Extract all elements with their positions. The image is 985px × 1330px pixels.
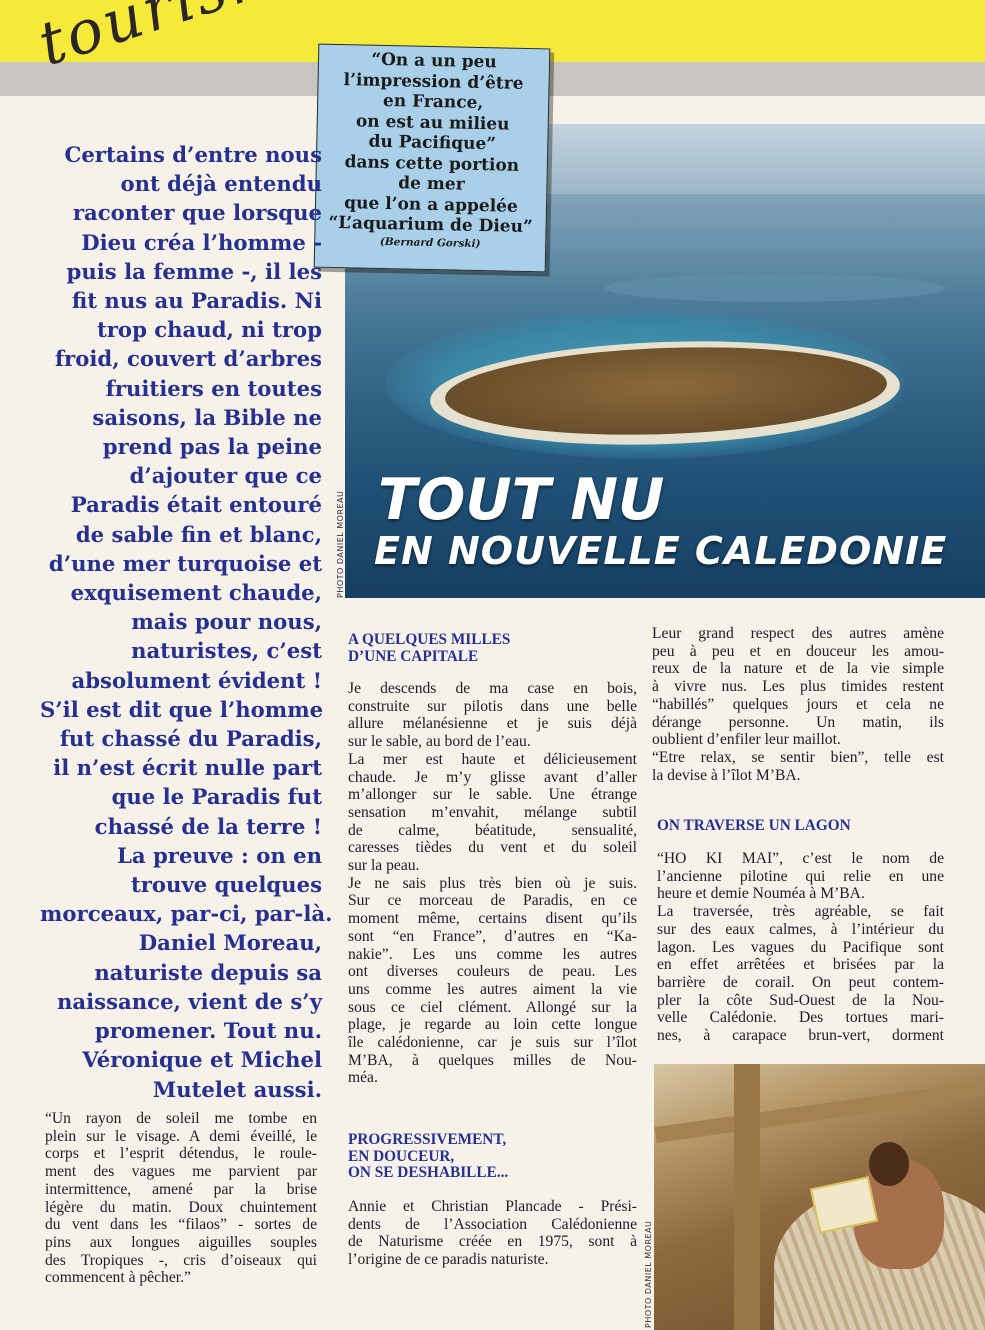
lead-line: exquisement chaude,	[70, 580, 322, 606]
body-line: heure et demie Nouméa à M’BA.	[657, 885, 865, 903]
body-line: de calme, béatitude, sensualité,	[348, 821, 637, 839]
body-line: barrière de corail. On peut contem-	[657, 973, 944, 991]
body-line: sous ce ciel clément. Allongé sur la	[348, 998, 637, 1016]
lead-line: naturistes, c’est	[131, 638, 322, 664]
lead-line: naissance, vient de s’y	[57, 988, 322, 1014]
pull-quote-box	[314, 44, 551, 273]
column-3-body-b	[657, 850, 944, 1045]
body-line: construite sur pilotis dans une belle	[348, 697, 637, 715]
lead-line: saisons, la Bible ne	[92, 404, 322, 430]
body-line: dérange personne. Un matin, ils	[652, 713, 944, 731]
body-line: ont diverses couleurs de peau. Les	[348, 963, 637, 981]
body-line: sont “en France”, d’autres en “Ka-	[348, 927, 637, 945]
subheading-line: A QUELQUES MILLES	[348, 631, 511, 648]
quote-line: on est au milieu	[355, 110, 510, 135]
lead-line: ont déjà entendu	[120, 171, 322, 197]
photo-wooden-post	[734, 1064, 760, 1330]
lead-line: il n’est écrit nulle part	[53, 755, 322, 781]
article-headline	[374, 467, 948, 573]
lead-line: S’il est dit que l’homme	[40, 696, 324, 722]
body-line: des Tropiques -, cris d’oiseaux qui	[45, 1251, 317, 1269]
lead-line: Véronique et Michel	[82, 1047, 322, 1073]
body-line: sur le sable, au bord de l’eau.	[348, 733, 531, 751]
photo-far-reef	[605, 274, 945, 302]
lead-line: Dieu créa l’homme -	[81, 229, 322, 255]
body-line: l’origine de ce paradis naturiste.	[348, 1251, 549, 1269]
column-3-body-a	[652, 625, 944, 784]
body-line: Leur grand respect des autres amène	[652, 625, 944, 642]
body-line: nes, à carapace brun-vert, dorment	[657, 1027, 944, 1045]
body-line: commencent à pêcher.”	[45, 1269, 191, 1287]
photo-credit-bottom: PHOTO DANIEL MOREAU	[644, 1220, 653, 1328]
body-line: dents de l’Association Calédonienne	[348, 1215, 637, 1233]
lead-line: La preuve : on en	[116, 842, 322, 868]
lead-line: puis la femme -, il les	[66, 258, 322, 284]
body-line: en effet arrêtées et brisées par la	[657, 956, 944, 974]
body-line: m’allonger sur le sable. Une étrange	[348, 786, 637, 804]
headline-line-2: EN NOUVELLE CALEDONIE	[374, 529, 948, 573]
body-line: M’BA, à quelques milles de Nou-	[348, 1051, 637, 1069]
body-line: La traversée, très agréable, se fait	[657, 903, 944, 921]
body-line: allure mélanésienne et je suis déjà	[348, 715, 637, 733]
lead-line: raconter que lorsque	[72, 200, 322, 226]
body-line: Je descends de ma case en bois,	[348, 680, 637, 697]
body-line: ment des vagues me parvient par	[45, 1163, 317, 1181]
body-line: du vent dans les “filaos” - sortes de	[45, 1216, 317, 1234]
body-line: “Etre relax, se sentir bien”, telle est	[652, 748, 944, 766]
body-line: moment même, certains disent qu’ils	[348, 910, 637, 928]
body-line: velle Calédonie. Des tortues mari-	[657, 1009, 944, 1027]
lead-line: froid, couvert d’arbres	[54, 346, 322, 372]
quote-line: dans cette portion	[344, 151, 520, 176]
lead-line: fut chassé du Paradis,	[59, 726, 322, 752]
lead-line: Daniel Moreau,	[138, 930, 322, 956]
quote-line: que l’on a appelée	[344, 192, 519, 217]
quote-line: de mer	[398, 173, 465, 195]
body-line: nakie”. Les uns comme les autres	[348, 945, 637, 963]
lead-line: Paradis était entouré	[70, 492, 322, 518]
quote-line: en France,	[382, 90, 484, 114]
quote-line: “L’aquarium de Dieu”	[328, 212, 533, 238]
body-line: île calédonienne, car je suis sur l’îlot	[348, 1034, 637, 1052]
column-2-body-b	[348, 1198, 637, 1269]
lead-line: de sable fin et blanc,	[75, 521, 322, 547]
lead-line: fruitiers en toutes	[105, 375, 322, 401]
body-line: “habillés” quelques jours et cela ne	[652, 695, 944, 713]
body-line: oublient d’enfiler leur maillot.	[652, 731, 841, 749]
body-line: pler la côte Sud-Ouest de la Nou-	[657, 991, 944, 1009]
lead-line: chassé de la terre !	[94, 813, 322, 839]
body-line: peu à peu et en douceur les amou-	[652, 642, 944, 660]
lead-line: trop chaud, ni trop	[96, 317, 322, 343]
lead-line: absolument évident !	[71, 667, 322, 693]
lead-line: promener. Tout nu.	[94, 1018, 322, 1044]
lead-line: trouve quelques	[130, 872, 322, 898]
body-line: la devise à l’îlot M’BA.	[652, 766, 801, 784]
body-line: “HO KI MAI”, c’est le nom de	[657, 850, 944, 867]
body-line: pins aux longues aiguilles souples	[45, 1233, 317, 1251]
lead-line: Certains d’entre nous	[64, 142, 322, 167]
body-line: La mer est haute et délicieusement	[348, 750, 637, 768]
subheading-lagon: ON TRAVERSE UN LAGON	[657, 817, 851, 834]
photo-person-head	[869, 1142, 909, 1186]
body-line: de Naturisme créée en 1975, sont à	[348, 1233, 637, 1251]
lead-line: que le Paradis fut	[111, 784, 322, 810]
lead-line: morceaux, par-ci, par-là.	[40, 901, 333, 927]
lead-paragraph	[40, 140, 333, 1104]
body-line: méa.	[348, 1069, 378, 1087]
photo-credit-top: PHOTO DANIEL MOREAU	[336, 490, 345, 598]
body-line: plein sur le visage. A demi éveillé, le	[45, 1127, 317, 1145]
subheading-line: PROGRESSIVEMENT,	[348, 1131, 507, 1148]
body-line: “Un rayon de soleil me tombe en	[45, 1110, 317, 1127]
body-line: lagon. Les vagues du Pacifique sont	[657, 938, 944, 956]
photo-roof-beam	[654, 1081, 984, 1143]
headline-line-1: TOUT NU	[378, 467, 665, 533]
lead-line: fit nus au Paradis. Ni	[71, 288, 322, 314]
body-line: sur la peau.	[348, 857, 420, 875]
column-1-body	[45, 1110, 317, 1287]
body-line: Sur ce morceau de Paradis, en ce	[348, 892, 637, 910]
subheading-line: EN DOUCEUR,	[348, 1147, 455, 1165]
body-line: Annie et Christian Plancade - Prési-	[348, 1198, 637, 1215]
body-line: reux de la nature et de la vie simple	[652, 660, 944, 678]
column-2-body-a	[348, 680, 637, 1087]
lead-line: d’ajouter que ce	[129, 463, 322, 489]
body-line: intermittence, amené par la brise	[45, 1180, 317, 1198]
subheading-deshabille	[348, 1132, 508, 1182]
quote-line: “On a un peu	[371, 49, 497, 73]
subheading-line: ON SE DESHABILLE...	[348, 1164, 509, 1181]
subheading-line: D’UNE CAPITALE	[348, 647, 479, 665]
body-line: sensation m’envahit, mélange subtil	[348, 803, 637, 821]
lead-line: mais pour nous,	[131, 609, 322, 635]
body-line: l’ancienne pilotine qui relie en une	[657, 867, 944, 885]
body-line: légère du matin. Doux chuintement	[45, 1198, 317, 1216]
lead-line: d’une mer turquoise et	[48, 550, 322, 576]
body-line: à vivre nus. Les plus timides restent	[652, 678, 944, 696]
lead-line: Mutelet aussi.	[152, 1076, 322, 1102]
hammock-reader-photo	[654, 1064, 985, 1330]
lead-line: prend pas la peine	[102, 434, 322, 460]
body-line: corps et l’esprit détendus, le roule-	[45, 1145, 317, 1163]
body-line: chaude. Je m’y glisse avant d’aller	[348, 768, 637, 786]
subheading-capitale	[348, 632, 510, 665]
quote-line: l’impression d’être	[343, 69, 524, 94]
lead-line: naturiste depuis sa	[94, 959, 322, 985]
body-line: uns comme les autres aiment la vie	[348, 980, 637, 998]
quote-line: du Pacifique”	[368, 131, 497, 155]
body-line: plage, je regarde au loin cette longue	[348, 1016, 637, 1034]
body-line: caresses tièdes du vent et du soleil	[348, 839, 637, 857]
body-line: sur des eaux calmes, à l’intérieur du	[657, 920, 944, 938]
quote-author: (Bernard Gorski)	[379, 235, 481, 250]
body-line: Je ne sais plus très bien où je suis.	[348, 874, 637, 892]
